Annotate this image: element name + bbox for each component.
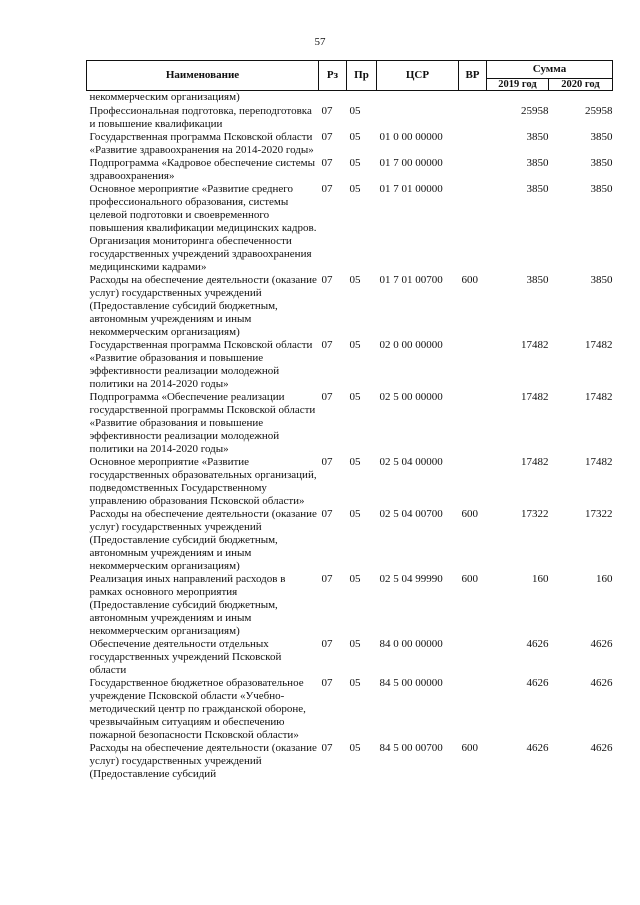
- cell-pr: [347, 91, 377, 106]
- table-row: [87, 742, 613, 781]
- cell-csr: [377, 105, 459, 131]
- cell-pr: 05: [349, 677, 361, 689]
- cell-name: Расходы на обеспечение деятельности (оказание услуг) государственных учреждений (Предоставление субсидий: [89, 742, 317, 780]
- cell-vr: 600: [461, 573, 478, 585]
- header-name: Наименование: [87, 61, 319, 91]
- cell-2019: 3850: [526, 131, 549, 143]
- cell-2019: 17482: [521, 391, 549, 403]
- cell-rz: 07: [321, 742, 333, 754]
- table-row: [87, 157, 613, 183]
- header-rz: Рз: [319, 61, 347, 91]
- cell-vr: [459, 339, 487, 391]
- cell-rz: 07: [321, 157, 333, 169]
- header-sum: Сумма: [487, 61, 613, 79]
- cell-2019: 3850: [526, 183, 549, 195]
- cell-2019: 17482: [521, 456, 549, 468]
- cell-rz: 07: [321, 508, 333, 520]
- cell-rz: 07: [321, 183, 333, 195]
- cell-2020: 3850: [590, 131, 613, 143]
- cell-2020: 3850: [590, 274, 613, 286]
- cell-rz: 07: [321, 573, 333, 585]
- cell-2019: 4626: [526, 638, 549, 650]
- cell-2019: 3850: [526, 274, 549, 286]
- cell-name: Государственная программа Псковской области «Развитие здравоохранения на 2014-2020 годы»: [89, 131, 314, 156]
- cell-name: Государственное бюджетное образовательное учреждение Псковской области «Учебно-методический центр по гражданской обороне, чрезвычайным ситуациям и обеспечению пожарной безопасности Псковской области»: [89, 677, 306, 741]
- header-year-2019: 2019 год: [487, 79, 549, 91]
- cell-2019: 17322: [521, 508, 549, 520]
- cell-vr: 600: [461, 742, 478, 754]
- cell-2019: 160: [532, 573, 549, 585]
- cell-name: Расходы на обеспечение деятельности (оказание услуг) государственных учреждений (Предоставление субсидий бюджетным, автономным учреждениям и иным некоммерческим организациям): [89, 274, 317, 338]
- cell-rz: 07: [321, 274, 333, 286]
- cell-csr: 02 5 04 00000: [379, 456, 443, 468]
- cell-vr: [459, 157, 487, 183]
- cell-vr: 600: [461, 508, 478, 520]
- header-year-2020: 2020 год: [549, 79, 613, 91]
- cell-pr: 05: [349, 391, 361, 403]
- cell-csr: 01 7 01 00700: [379, 274, 443, 286]
- cell-2020: [549, 91, 613, 106]
- cell-2020: 17322: [585, 508, 613, 520]
- cell-name: Основное мероприятие «Развитие среднего профессионального образования, системы целевой подготовки и своевременного повышения квалификации медицинских кадров. Организация мониторинга обеспеченности государственных учреждений здравоохранения медицинскими кадрами»: [89, 183, 317, 273]
- cell-rz: 07: [321, 391, 333, 403]
- cell-csr: 02 0 00 00000: [379, 339, 443, 351]
- cell-2020: 25958: [585, 105, 613, 117]
- cell-2020: 17482: [585, 391, 613, 403]
- cell-pr: 05: [349, 638, 361, 650]
- cell-2019: [487, 91, 549, 106]
- cell-name: некоммерческим организациям): [89, 91, 240, 103]
- cell-pr: 05: [349, 183, 361, 195]
- cell-2019: 25958: [521, 105, 549, 117]
- table-row: [87, 131, 613, 157]
- table-row: [87, 274, 613, 339]
- cell-csr: 01 7 00 00000: [379, 157, 443, 169]
- cell-name: Подпрограмма «Обеспечение реализации государственной программы Псковской области «Развитие образования и повышение эффективности реализации молодежной политики на 2014-2020 годы»: [89, 391, 316, 455]
- cell-rz: 07: [321, 677, 333, 689]
- cell-csr: 02 5 00 00000: [379, 391, 443, 403]
- cell-vr: [459, 391, 487, 456]
- cell-name: Подпрограмма «Кадровое обеспечение системы здравоохранения»: [89, 157, 316, 182]
- table-row: [87, 391, 613, 456]
- cell-2020: 4626: [590, 742, 613, 754]
- cell-vr: [459, 183, 487, 274]
- cell-pr: 05: [349, 456, 361, 468]
- cell-2019: 3850: [526, 157, 549, 169]
- table-body: [87, 91, 613, 782]
- cell-csr: 84 5 00 00700: [379, 742, 443, 754]
- cell-pr: 05: [349, 157, 361, 169]
- cell-csr: 01 0 00 00000: [379, 131, 443, 143]
- cell-vr: [459, 105, 487, 131]
- cell-pr: 05: [349, 339, 361, 351]
- cell-csr: [377, 91, 459, 106]
- table-row: [87, 183, 613, 274]
- cell-name: Обеспечение деятельности отдельных государственных учреждений Псковской области: [89, 638, 282, 676]
- cell-2020: 3850: [590, 183, 613, 195]
- cell-name: Реализация иных направлений расходов в рамках основного мероприятия (Предоставление субсидий бюджетным, автономным учреждениям и иным некоммерческим организациям): [89, 573, 286, 637]
- header-vr: ВР: [459, 61, 487, 91]
- table-header: [87, 61, 613, 91]
- table-row: [87, 677, 613, 742]
- cell-csr: 01 7 01 00000: [379, 183, 443, 195]
- header-csr: ЦСР: [377, 61, 459, 91]
- cell-name: Профессиональная подготовка, переподготовка и повышение квалификации: [89, 105, 312, 130]
- cell-2020: 17482: [585, 456, 613, 468]
- cell-pr: 05: [349, 573, 361, 585]
- cell-rz: 07: [321, 131, 333, 143]
- cell-2019: 4626: [526, 742, 549, 754]
- table-row: [87, 638, 613, 677]
- cell-csr: 02 5 04 99990: [379, 573, 443, 585]
- cell-2020: 3850: [590, 157, 613, 169]
- cell-vr: [459, 91, 487, 106]
- table-row: [87, 573, 613, 638]
- cell-2020: 17482: [585, 339, 613, 351]
- table-row: [87, 339, 613, 391]
- cell-vr: [459, 638, 487, 677]
- budget-table: [86, 60, 613, 781]
- cell-pr: 05: [349, 742, 361, 754]
- cell-pr: 05: [349, 508, 361, 520]
- table-row: [87, 456, 613, 508]
- cell-pr: 05: [349, 131, 361, 143]
- cell-rz: [319, 91, 347, 106]
- cell-2020: 4626: [590, 677, 613, 689]
- cell-vr: 600: [461, 274, 478, 286]
- cell-vr: [459, 677, 487, 742]
- cell-name: Государственная программа Псковской области «Развитие образования и повышение эффективности реализации молодежной политики на 2014-2020 годы»: [89, 339, 313, 390]
- cell-rz: 07: [321, 456, 333, 468]
- table-row: [87, 105, 613, 131]
- cell-csr: 84 0 00 00000: [379, 638, 443, 650]
- page-number: 57: [314, 36, 326, 48]
- cell-name: Основное мероприятие «Развитие государственных образовательных организаций, подведомственных Государственному управлению образования Псковской области»: [89, 456, 317, 507]
- table-row: [87, 508, 613, 573]
- cell-name: Расходы на обеспечение деятельности (оказание услуг) государственных учреждений (Предоставление субсидий бюджетным, автономным учреждениям и иным некоммерческим организациям): [89, 508, 317, 572]
- cell-rz: 07: [321, 638, 333, 650]
- cell-pr: 05: [349, 105, 361, 117]
- cell-pr: 05: [349, 274, 361, 286]
- header-pr: Пр: [347, 61, 377, 91]
- cell-2019: 17482: [521, 339, 549, 351]
- cell-rz: 07: [321, 339, 333, 351]
- cell-csr: 84 5 00 00000: [379, 677, 443, 689]
- cell-csr: 02 5 04 00700: [379, 508, 443, 520]
- cell-2019: 4626: [526, 677, 549, 689]
- cell-vr: [459, 456, 487, 508]
- cell-rz: 07: [321, 105, 333, 117]
- table-row: [87, 91, 613, 106]
- cell-2020: 4626: [590, 638, 613, 650]
- cell-2020: 160: [596, 573, 613, 585]
- cell-vr: [459, 131, 487, 157]
